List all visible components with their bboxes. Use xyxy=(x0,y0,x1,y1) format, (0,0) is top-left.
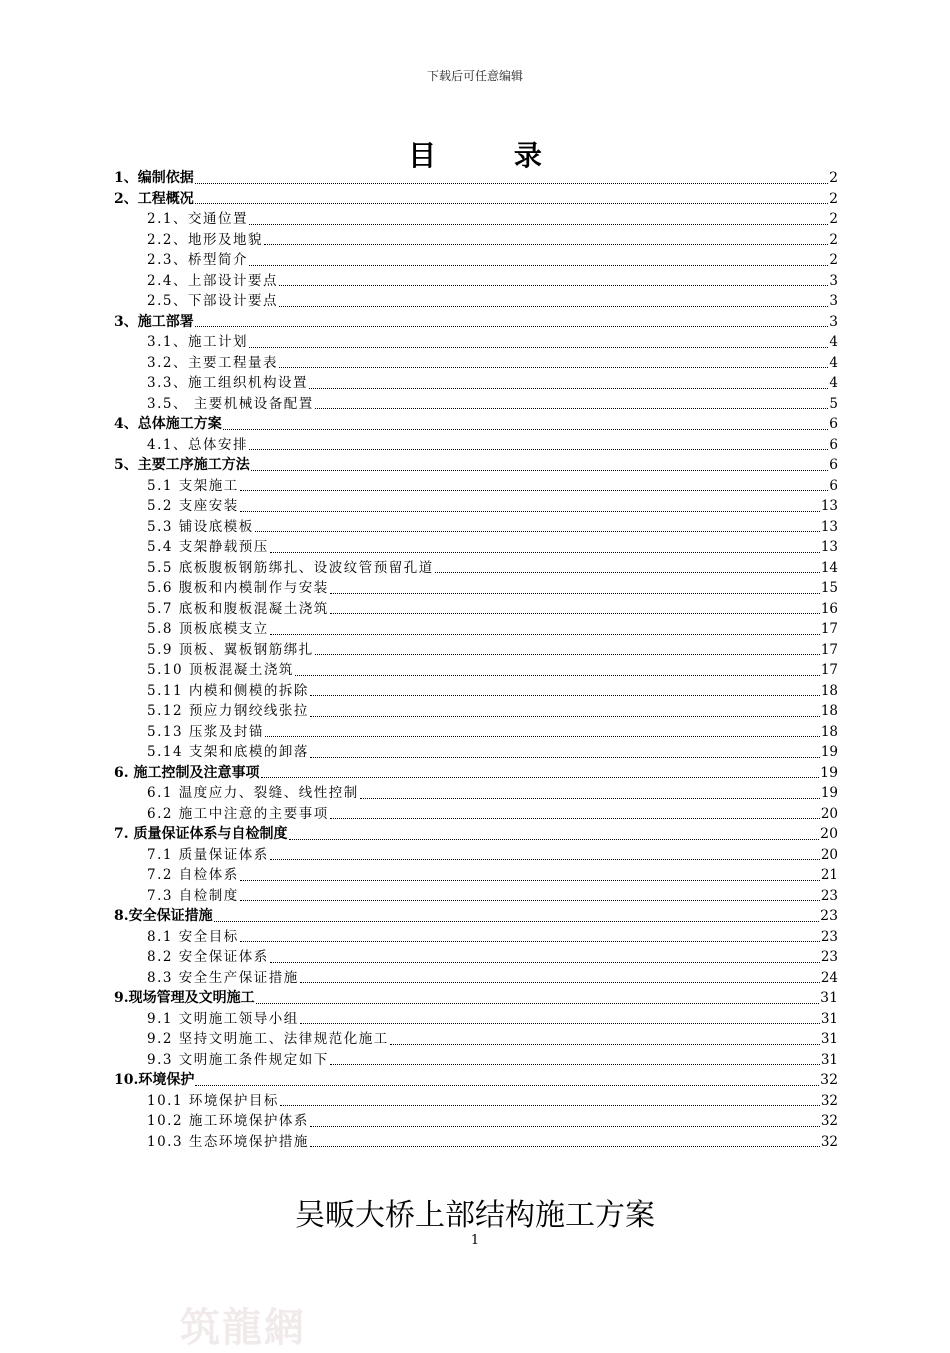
toc-entry-subsection[interactable] xyxy=(114,332,838,353)
toc-dot-leader xyxy=(310,715,820,717)
toc-entry-page: 19 xyxy=(820,764,838,781)
toc-entry-subsection[interactable] xyxy=(114,681,838,702)
toc-entry-subsection[interactable] xyxy=(114,886,838,907)
toc-entry-subsection[interactable] xyxy=(114,783,838,804)
toc-entry-page: 32 xyxy=(820,1133,838,1150)
toc-entry-section[interactable] xyxy=(114,906,838,927)
toc-entry-label: 6.2 施工中注意的主要事项 xyxy=(147,805,329,822)
toc-dot-leader xyxy=(279,366,828,368)
toc-entry-subsection[interactable] xyxy=(114,722,838,743)
toc-dot-leader xyxy=(240,940,820,942)
toc-entry-page: 32 xyxy=(820,1092,838,1109)
toc-entry-label: 5.14 支架和底模的卸落 xyxy=(147,744,309,760)
toc-entry-section[interactable] xyxy=(114,312,838,333)
toc-entry-label: 5.3 铺设底模板 xyxy=(147,518,254,535)
toc-entry-label: 9.3 文明施工条件规定如下 xyxy=(147,1051,329,1068)
toc-entry-subsection[interactable] xyxy=(114,435,838,456)
toc-entry-label: 9.现场管理及文明施工 xyxy=(114,990,255,1006)
toc-dot-leader xyxy=(240,899,820,901)
toc-entry-label: 3.1、施工计划 xyxy=(147,334,248,350)
toc-entry-subsection[interactable] xyxy=(114,619,838,640)
toc-dot-leader xyxy=(249,223,828,225)
toc-entry-label: 5.9 顶板、翼板钢筋绑扎 xyxy=(147,641,314,658)
toc-dot-leader xyxy=(251,469,828,471)
toc-entry-label: 8.2 安全保证体系 xyxy=(147,949,269,965)
toc-entry-page: 2 xyxy=(829,231,838,248)
toc-dot-leader xyxy=(330,817,820,819)
toc-entry-page: 21 xyxy=(820,867,838,883)
toc-entry-label: 5.13 压浆及封锚 xyxy=(147,723,264,740)
toc-entry-subsection[interactable] xyxy=(114,353,838,374)
toc-entry-section[interactable] xyxy=(114,168,838,189)
toc-entry-page: 18 xyxy=(820,723,838,740)
toc-entry-label: 5.10 顶板混凝土浇筑 xyxy=(147,662,294,678)
toc-entry-label: 6.1 温度应力、裂缝、线性控制 xyxy=(147,785,359,801)
toc-dot-leader xyxy=(195,1084,819,1086)
toc-dot-leader xyxy=(315,407,829,409)
toc-entry-subsection[interactable] xyxy=(114,517,838,538)
toc-entry-page: 4 xyxy=(829,375,838,391)
toc-entry-label: 10.环境保护 xyxy=(114,1072,195,1088)
toc-entry-subsection[interactable] xyxy=(114,1050,838,1071)
toc-entry-subsection[interactable] xyxy=(114,373,838,394)
toc-entry-page: 23 xyxy=(820,949,838,965)
toc-dot-leader xyxy=(223,428,828,430)
toc-entry-label: 2、工程概况 xyxy=(114,190,194,207)
toc-entry-subsection[interactable] xyxy=(114,742,838,763)
toc-entry-label: 7.2 自检体系 xyxy=(147,867,239,883)
toc-entry-subsection[interactable] xyxy=(114,394,838,415)
toc-entry-label: 5.5 底板腹板钢筋绑扎、设波纹管预留孔道 xyxy=(147,559,434,576)
toc-entry-subsection[interactable] xyxy=(114,701,838,722)
toc-entry-label: 5.1 支架施工 xyxy=(147,477,239,494)
page-header: 下载后可任意编辑 xyxy=(426,69,523,83)
table-of-contents xyxy=(114,168,838,1152)
toc-entry-subsection[interactable] xyxy=(114,927,838,948)
toc-entry-page: 13 xyxy=(820,518,838,535)
toc-entry-label: 8.3 安全生产保证措施 xyxy=(147,969,299,986)
toc-entry-subsection[interactable] xyxy=(114,1009,838,1030)
toc-entry-label: 1、编制依据 xyxy=(114,170,194,186)
toc-entry-page: 3 xyxy=(829,293,838,309)
toc-entry-page: 6 xyxy=(829,457,838,473)
toc-entry-section[interactable] xyxy=(114,455,838,476)
toc-dot-leader xyxy=(300,981,820,983)
page-number: 1 xyxy=(470,1233,480,1248)
toc-entry-page: 18 xyxy=(820,682,838,699)
toc-entry-label: 10.2 施工环境保护体系 xyxy=(147,1113,309,1129)
toc-entry-page: 6 xyxy=(829,436,838,453)
toc-entry-subsection[interactable] xyxy=(114,250,838,271)
toc-dot-leader xyxy=(310,1145,820,1147)
toc-entry-subsection[interactable] xyxy=(114,640,838,661)
toc-entry-page: 17 xyxy=(820,662,838,678)
toc-entry-subsection[interactable] xyxy=(114,1029,838,1050)
toc-entry-subsection[interactable] xyxy=(114,660,838,681)
toc-entry-label: 7.3 自检制度 xyxy=(147,887,239,904)
toc-dot-leader xyxy=(390,1043,820,1045)
toc-dot-leader xyxy=(310,756,820,758)
toc-entry-label: 6. 施工控制及注意事项 xyxy=(114,764,260,781)
toc-entry-page: 23 xyxy=(820,928,838,945)
toc-dot-leader xyxy=(330,592,820,594)
toc-entry-page: 2 xyxy=(829,190,838,207)
toc-entry-page: 4 xyxy=(829,334,838,350)
toc-dot-leader xyxy=(330,1063,820,1065)
toc-entry-page: 24 xyxy=(820,969,838,986)
toc-entry-label: 2.5、下部设计要点 xyxy=(147,293,278,309)
toc-entry-page: 13 xyxy=(820,539,838,555)
toc-entry-subsection[interactable] xyxy=(114,599,838,620)
toc-dot-leader xyxy=(310,694,820,696)
toc-entry-label: 5.12 预应力钢绞线张拉 xyxy=(147,703,309,719)
toc-entry-label: 8.安全保证措施 xyxy=(114,908,213,924)
toc-entry-subsection[interactable] xyxy=(114,496,838,517)
toc-entry-subsection[interactable] xyxy=(114,291,838,312)
toc-entry-page: 18 xyxy=(820,703,838,719)
toc-entry-subsection[interactable] xyxy=(114,578,838,599)
toc-dot-leader xyxy=(280,1104,820,1106)
toc-entry-section[interactable] xyxy=(114,189,838,210)
toc-entry-section[interactable] xyxy=(114,1070,838,1091)
toc-dot-leader xyxy=(279,305,828,307)
toc-entry-subsection[interactable] xyxy=(114,1132,838,1153)
toc-title: 目 录 xyxy=(408,139,576,172)
toc-entry-subsection[interactable] xyxy=(114,1111,838,1132)
toc-entry-label: 5.2 支座安装 xyxy=(147,498,239,514)
toc-entry-page: 2 xyxy=(829,211,838,227)
toc-entry-label: 3.5、 主要机械设备配置 xyxy=(147,395,314,412)
toc-entry-page: 17 xyxy=(820,641,838,658)
toc-entry-page: 31 xyxy=(820,1051,838,1068)
toc-entry-subsection[interactable] xyxy=(114,558,838,579)
toc-entry-label: 5.8 顶板底模支立 xyxy=(147,621,269,637)
toc-dot-leader xyxy=(195,182,828,184)
toc-entry-page: 2 xyxy=(829,170,838,186)
toc-entry-page: 2 xyxy=(829,252,838,268)
toc-entry-label: 2.3、桥型简介 xyxy=(147,252,248,268)
toc-entry-page: 23 xyxy=(820,908,838,924)
toc-dot-leader xyxy=(315,653,820,655)
toc-dot-leader xyxy=(249,264,828,266)
toc-entry-page: 4 xyxy=(829,354,838,371)
toc-entry-subsection[interactable] xyxy=(114,1091,838,1112)
toc-entry-page: 20 xyxy=(820,846,838,863)
toc-entry-page: 3 xyxy=(829,313,838,330)
toc-entry-label: 5.6 腹板和内模制作与安装 xyxy=(147,580,329,596)
toc-entry-label: 4、总体施工方案 xyxy=(114,416,222,432)
toc-entry-label: 3.3、施工组织机构设置 xyxy=(147,375,308,391)
toc-entry-label: 10.1 环境保护目标 xyxy=(147,1092,279,1109)
toc-entry-page: 15 xyxy=(820,580,838,596)
toc-entry-page: 31 xyxy=(820,990,838,1006)
toc-entry-section[interactable] xyxy=(114,988,838,1009)
toc-entry-section[interactable] xyxy=(114,414,838,435)
toc-dot-leader xyxy=(195,202,828,204)
toc-entry-subsection[interactable] xyxy=(114,271,838,292)
toc-entry-subsection[interactable] xyxy=(114,476,838,497)
toc-entry-page: 6 xyxy=(829,416,838,432)
toc-entry-page: 31 xyxy=(820,1010,838,1027)
toc-dot-leader xyxy=(195,325,828,327)
toc-entry-page: 32 xyxy=(820,1113,838,1129)
toc-entry-label: 3、施工部署 xyxy=(114,313,194,330)
toc-entry-page: 19 xyxy=(820,744,838,760)
toc-entry-subsection[interactable] xyxy=(114,845,838,866)
toc-dot-leader xyxy=(270,961,820,963)
toc-entry-page: 17 xyxy=(820,621,838,637)
toc-dot-leader xyxy=(240,879,820,881)
toc-entry-label: 4.1、总体安排 xyxy=(147,436,248,453)
toc-dot-leader xyxy=(310,1125,820,1127)
toc-dot-leader xyxy=(330,612,820,614)
toc-entry-label: 5.4 支架静载预压 xyxy=(147,539,269,555)
toc-entry-page: 6 xyxy=(829,477,838,494)
toc-entry-page: 13 xyxy=(820,498,838,514)
toc-dot-leader xyxy=(270,551,820,553)
toc-entry-label: 9.1 文明施工领导小组 xyxy=(147,1010,299,1027)
toc-dot-leader xyxy=(249,448,828,450)
toc-dot-leader xyxy=(270,858,820,860)
toc-entry-section[interactable] xyxy=(114,824,838,845)
toc-dot-leader xyxy=(279,284,828,286)
toc-entry-subsection[interactable] xyxy=(114,230,838,251)
toc-dot-leader xyxy=(214,920,820,922)
toc-dot-leader xyxy=(264,243,828,245)
toc-dot-leader xyxy=(295,674,820,676)
toc-entry-subsection[interactable] xyxy=(114,537,838,558)
toc-entry-subsection[interactable] xyxy=(114,865,838,886)
toc-dot-leader xyxy=(289,838,820,840)
toc-entry-page: 32 xyxy=(820,1072,838,1088)
toc-entry-page: 20 xyxy=(820,826,838,842)
toc-entry-label: 5.11 内模和侧模的拆除 xyxy=(147,682,309,699)
toc-entry-page: 14 xyxy=(820,559,838,576)
toc-entry-page: 31 xyxy=(820,1031,838,1047)
toc-entry-subsection[interactable] xyxy=(114,968,838,989)
toc-dot-leader xyxy=(249,346,828,348)
toc-dot-leader xyxy=(360,797,820,799)
toc-entry-page: 5 xyxy=(829,395,838,412)
toc-dot-leader xyxy=(300,1022,820,1024)
toc-entry-section[interactable] xyxy=(114,763,838,784)
toc-entry-label: 2.1、交通位置 xyxy=(147,211,248,227)
toc-entry-label: 5.7 底板和腹板混凝土浇筑 xyxy=(147,600,329,617)
toc-entry-label: 2.2、地形及地貌 xyxy=(147,231,263,248)
toc-entry-label: 7. 质量保证体系与自检制度 xyxy=(114,826,288,842)
toc-entry-label: 2.4、上部设计要点 xyxy=(147,272,278,289)
toc-entry-label: 3.2、主要工程量表 xyxy=(147,354,278,371)
toc-entry-label: 7.1 质量保证体系 xyxy=(147,846,269,863)
toc-entry-page: 3 xyxy=(829,272,838,289)
toc-entry-page: 19 xyxy=(820,785,838,801)
toc-entry-label: 10.3 生态环境保护措施 xyxy=(147,1133,309,1150)
toc-entry-label: 5、主要工序施工方法 xyxy=(114,457,250,473)
toc-dot-leader xyxy=(435,571,820,573)
toc-dot-leader xyxy=(240,510,820,512)
toc-entry-subsection[interactable] xyxy=(114,947,838,968)
toc-dot-leader xyxy=(265,735,820,737)
toc-dot-leader xyxy=(255,530,820,532)
toc-entry-page: 20 xyxy=(820,805,838,822)
toc-entry-label: 8.1 安全目标 xyxy=(147,928,239,945)
toc-entry-label: 9.2 坚持文明施工、法律规范化施工 xyxy=(147,1031,389,1047)
toc-dot-leader xyxy=(270,633,820,635)
toc-entry-subsection[interactable] xyxy=(114,209,838,230)
toc-dot-leader xyxy=(261,776,820,778)
watermark-logo: 筑龍網 xyxy=(180,1304,306,1351)
toc-dot-leader xyxy=(309,387,828,389)
toc-dot-leader xyxy=(240,489,829,491)
toc-entry-page: 16 xyxy=(820,600,838,617)
toc-entry-subsection[interactable] xyxy=(114,804,838,825)
toc-entry-page: 23 xyxy=(820,887,838,904)
document-title: 吴畈大桥上部结构施工方案 xyxy=(295,1198,655,1233)
toc-dot-leader xyxy=(256,1002,820,1004)
